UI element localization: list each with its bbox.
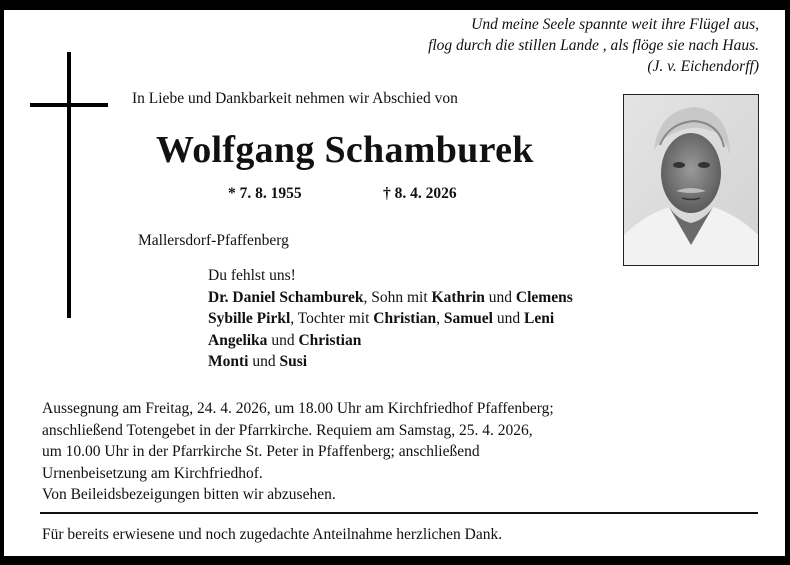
details-line: anschließend Totengebet in der Pfarrkirche. Requiem am Samstag, 25. 4. 2026,: [42, 421, 533, 439]
poem-attribution: (J. v. Eichendorff): [647, 58, 759, 75]
portrait-image: [624, 95, 758, 265]
mourner-name: Christian: [298, 331, 362, 349]
deceased-name: Wolfgang Schamburek: [156, 129, 534, 171]
mourner-name: Kathrin: [431, 288, 485, 306]
mourner-name: Monti: [208, 353, 249, 370]
mourner-relation-text: ,: [436, 310, 444, 327]
details-line: Von Beileidsbezeigungen bitten wir abzusehen.: [42, 486, 336, 503]
mourner-name: Angelika: [208, 331, 268, 349]
poem-line: flog durch die stillen Lande , als flöge sie nach Haus.: [428, 37, 759, 54]
thanks-text: Für bereits erwiesene und noch zugedachte Anteilnahme herzlichen Dank.: [42, 526, 503, 543]
funeral-details: [42, 398, 554, 506]
mourner-line: [208, 330, 573, 352]
place-of-residence: Mallersdorf-Pfaffenberg: [138, 232, 289, 249]
mourner-name: Samuel: [443, 310, 493, 327]
poem-line: Und meine Seele spannte weit ihre Flügel aus,: [471, 16, 759, 33]
cross-vertical-bar: [67, 52, 71, 318]
mourner-name: Dr. Daniel Schamburek: [208, 288, 364, 306]
mourner-name: Leni: [523, 310, 555, 327]
mourner-name: Clemens: [515, 288, 573, 306]
mourner-relation-text: und: [484, 288, 516, 306]
details-line: Aussegnung am Freitag, 24. 4. 2026, um 18.00 Uhr am Kirchfriedhof Pfaffenberg;: [42, 400, 554, 417]
obituary-notice: [4, 10, 785, 556]
birth-date: * 7. 8. 1955: [228, 185, 302, 202]
mourner-line: [208, 287, 573, 309]
mourner-relation-text: und: [267, 331, 299, 349]
mourner-relation-text: , Sohn mit: [363, 288, 432, 306]
mourners-list: [208, 265, 573, 373]
mourner-name: Susi: [279, 353, 308, 370]
details-line: Urnenbeisetzung am Kirchfriedhof.: [42, 464, 263, 482]
details-line: um 10.00 Uhr in der Pfarrkirche St. Peter in Pfaffenberg; anschließend: [42, 443, 480, 460]
mourner-name: Christian: [373, 310, 437, 327]
mourner-relation-text: und: [248, 353, 280, 370]
mourner-line: [208, 351, 573, 373]
mourner-line: [208, 308, 573, 330]
portrait-photo: [623, 94, 759, 266]
mourners-heading: Du fehlst uns!: [208, 267, 296, 284]
death-date: † 8. 4. 2026: [383, 185, 457, 202]
divider-line: [40, 512, 758, 514]
cross-horizontal-bar: [30, 103, 108, 107]
intro-text: In Liebe und Dankbarkeit nehmen wir Abschied von: [132, 90, 458, 107]
mourner-relation-text: , Tochter mit: [290, 310, 374, 327]
mourner-relation-text: und: [492, 310, 524, 327]
mourner-lines: [208, 287, 573, 373]
mourner-name: Sybille Pirkl: [208, 310, 291, 327]
poem-quote: [428, 14, 759, 77]
